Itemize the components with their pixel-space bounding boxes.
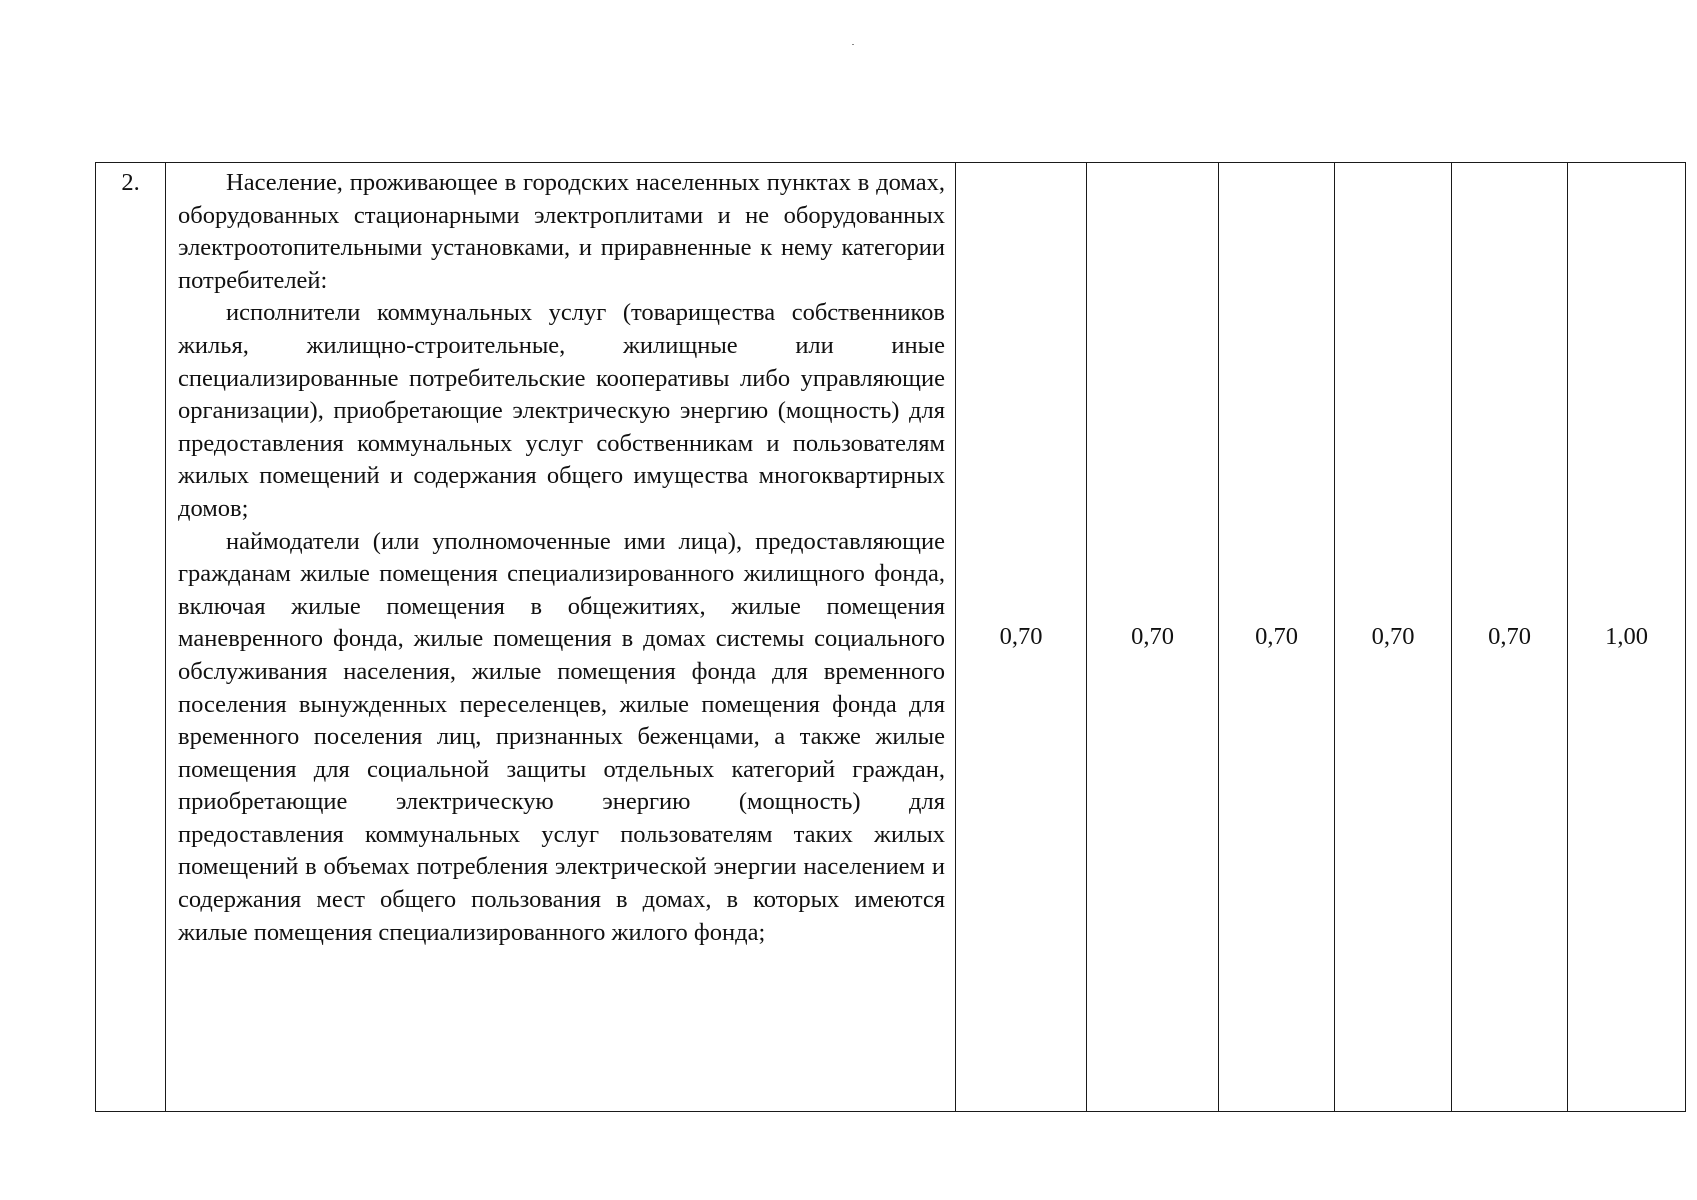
coefficient-value: 0,70	[956, 163, 1087, 1112]
description-paragraph: исполнители коммунальных услуг (товарищества собственников жилья, жилищно-строительные, жилищные или иные специализированные потребительские кооперативы либо управляющие организации), приобретающие электрическую энергию (мощность) для предоставления коммунальных услуг собственникам и пользователям жилых помещений и содержания общего имущества многоквартирных домов;	[178, 299, 945, 522]
coefficient-value: 0,70	[1219, 163, 1335, 1112]
row-number: 2.	[96, 163, 166, 1112]
coefficient-value: 0,70	[1335, 163, 1452, 1112]
coefficient-value: 0,70	[1087, 163, 1219, 1112]
tariff-table	[95, 162, 1686, 1112]
scan-speck	[852, 44, 854, 45]
coefficient-value: 1,00	[1568, 163, 1686, 1112]
description-paragraph: Население, проживающее в городских населенных пунктах в домах, оборудованных стационарными электроплитами и не оборудованных электроотопительными установками, и приравненные к нему категории потребителей:	[178, 169, 945, 294]
row-description	[166, 163, 956, 1112]
table-row	[96, 163, 1686, 1112]
description-paragraph: наймодатели (или уполномоченные ими лица), предоставляющие гражданам жилые помещения специализированного жилищного фонда, включая жилые помещения в общежитиях, жилые помещения маневренного фонда, жилые помещения в домах системы социального обслуживания населения, жилые помещения фонда для временного поселения вынужденных переселенцев, жилые помещения фонда для временного поселения лиц, признанных беженцами, а также жилые помещения для социальной защиты отдельных категорий граждан, приобретающие электрическую энергию (мощность) для предоставления коммунальных услуг пользователям таких жилых помещений в объемах потребления электрической энергии населением и содержания мест общего пользования в домах, в которых имеются жилые помещения специализированного жилого фонда;	[178, 527, 945, 946]
coefficient-value: 0,70	[1452, 163, 1568, 1112]
